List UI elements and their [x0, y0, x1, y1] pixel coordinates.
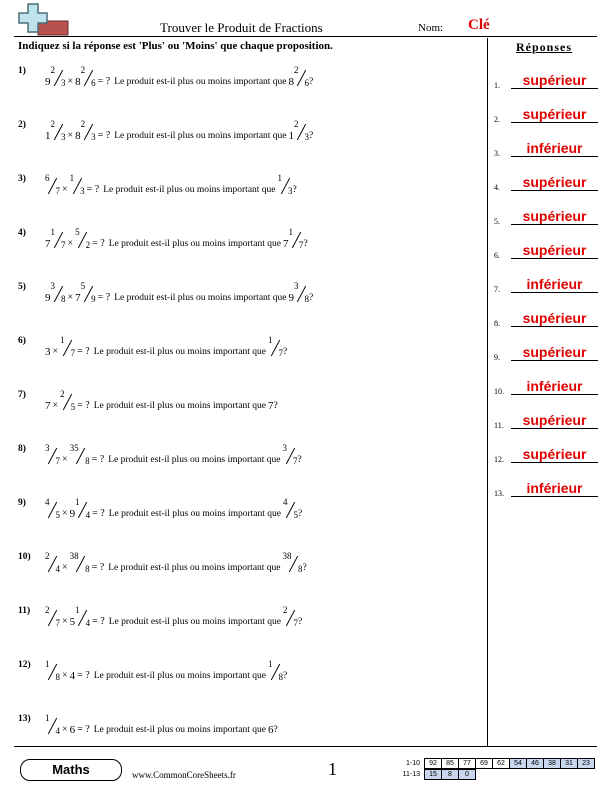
- denominator: 8: [85, 564, 90, 574]
- fraction: [51, 66, 66, 88]
- answer-number: 5.: [494, 217, 500, 226]
- whole-number: 7: [45, 400, 51, 412]
- question-text: Le produit est-il plus ou moins important que: [93, 671, 267, 681]
- answer-value: supérieur: [522, 106, 587, 122]
- fraction: [45, 444, 60, 466]
- numerator: 1: [277, 173, 283, 183]
- numerator: 1: [50, 227, 55, 237]
- score-cell: 8: [442, 770, 459, 780]
- score-cell: 23: [578, 759, 595, 769]
- numerator: 4: [45, 497, 50, 507]
- answer-row: [494, 72, 598, 92]
- score-cell: 15: [425, 770, 442, 780]
- denominator: 3: [61, 132, 66, 142]
- answer-value: supérieur: [522, 344, 587, 360]
- score-range-label: 11-13: [402, 771, 420, 778]
- numerator: 38: [69, 551, 79, 561]
- question-mark: ?: [309, 77, 314, 87]
- operator: = ?: [77, 346, 90, 357]
- plus-logo-icon: [18, 2, 70, 38]
- fraction: [70, 174, 85, 196]
- denominator: 7: [61, 240, 66, 250]
- operator: = ?: [86, 184, 100, 195]
- question-mark: ?: [292, 185, 297, 195]
- whole-number: 8: [75, 130, 81, 142]
- operator: ×: [62, 670, 68, 681]
- fraction: [289, 228, 304, 250]
- whole-number: 9: [45, 76, 51, 88]
- numerator: 2: [50, 119, 55, 129]
- problem-number: 6): [18, 336, 26, 346]
- problem-number: 1): [18, 66, 26, 76]
- score-cell: 31: [561, 759, 578, 769]
- fraction: [81, 66, 96, 88]
- fraction: [70, 444, 90, 466]
- answer-blank-line: [511, 122, 598, 123]
- numerator: 2: [80, 119, 86, 129]
- question-mark: ?: [273, 725, 278, 735]
- answer-value: inférieur: [526, 480, 583, 496]
- maths-badge: Maths: [20, 759, 122, 781]
- answer-value: supérieur: [522, 310, 587, 326]
- answer-row: [494, 174, 598, 194]
- answer-number: 7.: [494, 285, 500, 294]
- denominator: 9: [91, 294, 96, 304]
- fraction: [283, 552, 303, 574]
- fraction: [45, 714, 60, 736]
- operator: = ?: [77, 724, 90, 735]
- fraction: [75, 606, 90, 628]
- answer-row: [494, 378, 598, 398]
- numerator: 1: [75, 497, 80, 507]
- denominator: 8: [85, 456, 90, 466]
- name-label: Nom:: [418, 22, 444, 34]
- denominator: 3: [80, 186, 85, 196]
- question-text: Le produit est-il plus ou moins important que: [108, 563, 281, 573]
- denominator: 7: [55, 456, 60, 466]
- whole-number: 1: [288, 130, 295, 142]
- denominator: 8: [61, 294, 66, 304]
- fraction: [75, 498, 90, 520]
- score-cell: 38: [544, 759, 561, 769]
- problem-expression: [45, 120, 313, 142]
- score-cell: 46: [527, 759, 544, 769]
- answer-number: 11.: [494, 421, 504, 430]
- answer-blank-line: [511, 190, 598, 191]
- question-mark: ?: [297, 455, 302, 465]
- whole-number: 5: [69, 616, 76, 628]
- denominator: 7: [70, 348, 76, 358]
- footer-divider: [14, 746, 597, 747]
- answer-blank-line: [511, 156, 598, 157]
- operator: ×: [62, 184, 68, 195]
- operator: = ?: [92, 508, 105, 519]
- answer-value: inférieur: [526, 276, 583, 292]
- answer-value: supérieur: [522, 208, 587, 224]
- problem-expression: [45, 552, 307, 574]
- fraction: [81, 282, 96, 304]
- operator: ×: [67, 292, 74, 303]
- numerator: 1: [45, 713, 50, 723]
- fraction: [283, 444, 298, 466]
- operator: ×: [62, 508, 68, 519]
- operator: ×: [52, 400, 59, 411]
- fraction: [45, 552, 60, 574]
- whole-number: 7: [45, 238, 51, 250]
- answer-value: supérieur: [522, 174, 587, 190]
- problem-number: 8): [18, 444, 26, 454]
- question-text: Le produit est-il plus ou moins important que: [114, 293, 287, 303]
- fraction: [283, 606, 298, 628]
- fraction: [294, 66, 309, 88]
- problem-expression: [45, 336, 287, 358]
- answer-number: 10.: [494, 387, 504, 396]
- denominator: 8: [278, 672, 284, 682]
- operator: ×: [62, 724, 68, 735]
- question-text: Le produit est-il plus ou moins important que: [114, 77, 287, 87]
- page-number: 1: [328, 759, 337, 779]
- problem-expression: [45, 444, 302, 466]
- answer-blank-line: [511, 496, 598, 497]
- problem-expression: [45, 714, 278, 736]
- answer-row: [494, 208, 598, 228]
- score-row: [396, 758, 595, 769]
- whole-number: 6: [69, 724, 76, 736]
- answer-blank-line: [511, 394, 598, 395]
- operator: = ?: [91, 562, 105, 573]
- numerator: 1: [45, 659, 50, 669]
- question-mark: ?: [309, 293, 314, 303]
- problem-number: 12): [18, 660, 31, 670]
- answer-row: [494, 412, 598, 432]
- score-range-label: 1-10: [405, 760, 420, 767]
- fraction: [70, 552, 90, 574]
- fraction: [51, 282, 66, 304]
- answer-blank-line: [511, 292, 598, 293]
- question-text: Le produit est-il plus ou moins important que: [114, 131, 287, 141]
- score-cell: 0: [459, 770, 476, 780]
- numerator: 2: [45, 551, 50, 561]
- problem-number: 3): [18, 174, 26, 184]
- answer-number: 1.: [494, 81, 500, 90]
- whole-number: 7: [283, 238, 289, 250]
- denominator: 7: [293, 618, 299, 628]
- denominator: 4: [55, 564, 60, 574]
- score-cell: 62: [493, 759, 510, 769]
- numerator: 1: [268, 335, 273, 345]
- fraction: [60, 390, 75, 412]
- denominator: 7: [293, 456, 298, 466]
- answer-value: supérieur: [522, 242, 587, 258]
- denominator: 5: [70, 402, 76, 412]
- operator: ×: [52, 346, 59, 357]
- numerator: 1: [60, 335, 65, 345]
- operator: = ?: [97, 130, 111, 141]
- operator: ×: [62, 562, 68, 573]
- answer-blank-line: [511, 326, 598, 327]
- question-text: Le produit est-il plus ou moins important que: [108, 509, 282, 519]
- answer-blank-line: [511, 360, 598, 361]
- answer-row: [494, 276, 598, 296]
- denominator: 7: [299, 240, 304, 250]
- problem-expression: [45, 390, 278, 412]
- problem-number: 10): [18, 552, 31, 562]
- answer-number: 12.: [494, 455, 504, 464]
- operator: = ?: [91, 454, 105, 465]
- operator: ×: [62, 454, 68, 465]
- answer-row: [494, 480, 598, 500]
- numerator: 1: [268, 659, 273, 669]
- denominator: 8: [304, 294, 310, 304]
- score-cell: 85: [442, 759, 459, 769]
- answer-value: supérieur: [522, 72, 587, 88]
- question-mark: ?: [298, 509, 303, 519]
- problem-expression: [45, 606, 302, 628]
- numerator: 5: [75, 227, 80, 237]
- whole-number: 3: [45, 346, 51, 358]
- fraction: [45, 660, 60, 682]
- denominator: 3: [288, 186, 293, 196]
- question-text: Le produit est-il plus ou moins important que: [93, 347, 267, 357]
- operator: = ?: [97, 292, 111, 303]
- problem-expression: [45, 660, 287, 682]
- numerator: 2: [294, 65, 299, 75]
- operator: ×: [67, 76, 74, 87]
- denominator: 2: [85, 240, 91, 250]
- numerator: 38: [282, 551, 292, 561]
- denominator: 3: [61, 78, 66, 88]
- operator: = ?: [92, 238, 105, 249]
- score-row: [396, 769, 476, 780]
- numerator: 2: [60, 389, 65, 399]
- denominator: 5: [293, 510, 299, 520]
- operator: = ?: [77, 400, 90, 411]
- numerator: 35: [69, 443, 79, 453]
- answer-blank-line: [511, 258, 598, 259]
- numerator: 3: [294, 281, 299, 291]
- answer-value: supérieur: [522, 446, 587, 462]
- denominator: 7: [55, 618, 60, 628]
- whole-number: 7: [268, 400, 274, 412]
- problem-number: 4): [18, 228, 26, 238]
- denominator: 6: [91, 78, 96, 88]
- denominator: 6: [304, 78, 310, 88]
- numerator: 2: [80, 65, 86, 75]
- answer-number: 4.: [494, 183, 500, 192]
- question-mark: ?: [283, 671, 288, 681]
- question-text: Le produit est-il plus ou moins important que: [108, 239, 282, 249]
- whole-number: 9: [288, 292, 295, 304]
- fraction: [45, 174, 60, 196]
- problem-number: 2): [18, 120, 26, 130]
- numerator: 2: [294, 119, 299, 129]
- problem-number: 9): [18, 498, 26, 508]
- question-text: Le produit est-il plus ou moins important que: [108, 617, 282, 627]
- answer-row: [494, 106, 598, 126]
- score-cell: 69: [476, 759, 493, 769]
- page-title: Trouver le Produit de Fractions: [160, 20, 323, 35]
- fraction: [294, 120, 309, 142]
- whole-number: 8: [75, 76, 81, 88]
- score-cell: 92: [425, 759, 442, 769]
- answer-row: [494, 310, 598, 330]
- answer-value: supérieur: [522, 412, 587, 428]
- numerator: 3: [282, 443, 288, 453]
- whole-number: 9: [45, 292, 51, 304]
- numerator: 4: [283, 497, 288, 507]
- problem-number: 11): [18, 606, 31, 616]
- denominator: 5: [55, 510, 60, 520]
- score-cell: 54: [510, 759, 527, 769]
- answer-number: 8.: [494, 319, 500, 328]
- numerator: 1: [288, 227, 294, 237]
- question-text: Le produit est-il plus ou moins important que: [93, 725, 267, 735]
- answer-value: inférieur: [526, 378, 583, 394]
- denominator: 3: [304, 132, 310, 142]
- fraction: [283, 498, 298, 520]
- problem-expression: [45, 174, 297, 196]
- operator: = ?: [77, 670, 90, 681]
- fraction: [268, 660, 283, 682]
- fraction: [278, 174, 293, 196]
- fraction: [60, 336, 75, 358]
- fraction: [268, 336, 283, 358]
- answer-row: [494, 344, 598, 364]
- header-divider: [14, 36, 597, 37]
- fraction: [81, 120, 96, 142]
- whole-number: 6: [268, 724, 274, 736]
- answer-number: 9.: [494, 353, 500, 362]
- answer-number: 6.: [494, 251, 500, 260]
- question-mark: ?: [298, 617, 303, 627]
- problem-expression: [45, 66, 313, 88]
- answer-blank-line: [511, 462, 598, 463]
- operator: ×: [67, 238, 74, 249]
- problem-number: 13): [18, 714, 31, 724]
- answer-blank-line: [511, 224, 598, 225]
- operator: ×: [67, 130, 74, 141]
- numerator: 3: [45, 443, 50, 453]
- operator: = ?: [92, 616, 105, 627]
- whole-number: 7: [75, 292, 81, 304]
- denominator: 8: [55, 672, 60, 682]
- operator: ×: [62, 616, 68, 627]
- answers-title: Réponses: [516, 40, 573, 54]
- denominator: 8: [298, 564, 303, 574]
- question-mark: ?: [303, 239, 308, 249]
- numerator: 1: [69, 173, 75, 183]
- question-text: Le produit est-il plus ou moins important que: [93, 401, 267, 411]
- site-url: www.CommonCoreSheets.fr: [132, 770, 236, 780]
- answer-blank-line: [511, 428, 598, 429]
- denominator: 4: [85, 510, 91, 520]
- question-mark: ?: [302, 563, 307, 573]
- question-text: Le produit est-il plus ou moins important que: [108, 455, 281, 465]
- numerator: 3: [50, 281, 55, 291]
- answer-column-divider: [487, 38, 488, 746]
- problem-expression: [45, 282, 313, 304]
- denominator: 7: [55, 186, 60, 196]
- operator: = ?: [97, 76, 111, 87]
- fraction: [51, 120, 66, 142]
- answer-row: [494, 140, 598, 160]
- denominator: 4: [55, 726, 60, 736]
- answer-number: 13.: [494, 489, 504, 498]
- numerator: 5: [80, 281, 86, 291]
- answer-number: 3.: [494, 149, 500, 158]
- question-mark: ?: [309, 131, 314, 141]
- answer-blank-line: [511, 88, 598, 89]
- whole-number: 9: [69, 508, 76, 520]
- problem-number: 5): [18, 282, 26, 292]
- numerator: 6: [45, 173, 50, 183]
- denominator: 7: [278, 348, 284, 358]
- denominator: 3: [91, 132, 96, 142]
- question-mark: ?: [273, 401, 278, 411]
- problem-number: 7): [18, 390, 26, 400]
- numerator: 2: [45, 605, 50, 615]
- denominator: 4: [85, 618, 91, 628]
- fraction: [45, 498, 60, 520]
- instructions: Indiquez si la réponse est 'Plus' ou 'Moins' que chaque proposition.: [18, 40, 333, 52]
- answer-number: 2.: [494, 115, 500, 124]
- question-mark: ?: [283, 347, 288, 357]
- problem-expression: [45, 228, 308, 250]
- whole-number: 8: [288, 76, 295, 88]
- question-text: Le produit est-il plus ou moins important que: [103, 185, 276, 195]
- fraction: [294, 282, 309, 304]
- whole-number: 4: [69, 670, 76, 682]
- problem-expression: [45, 498, 302, 520]
- fraction: [51, 228, 66, 250]
- numerator: 2: [283, 605, 288, 615]
- answer-row: [494, 242, 598, 262]
- answer-row: [494, 446, 598, 466]
- fraction: [45, 606, 60, 628]
- whole-number: 1: [45, 130, 51, 142]
- score-cell: 77: [459, 759, 476, 769]
- fraction: [75, 228, 90, 250]
- numerator: 2: [50, 65, 55, 75]
- name-value: Clé: [468, 17, 490, 33]
- numerator: 1: [75, 605, 80, 615]
- answer-value: inférieur: [526, 140, 583, 156]
